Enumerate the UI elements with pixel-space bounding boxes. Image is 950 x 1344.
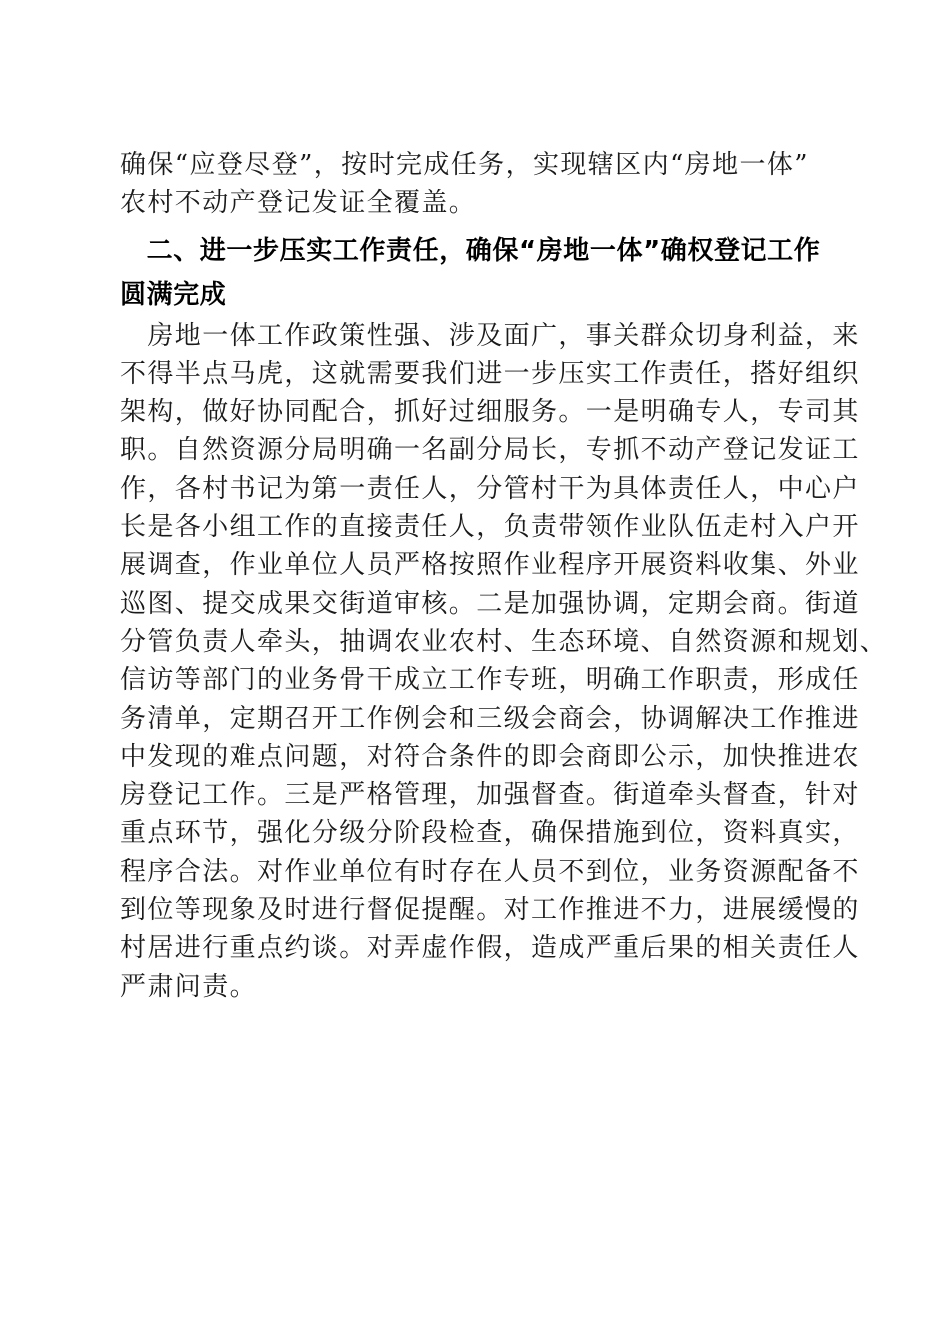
section-heading-line-1: 二、进一步压实工作责任，确保“房地一体”确权登记工作 — [120, 235, 821, 266]
intro-line-1: 确保“应登尽登”，按时完成任务，实现辖区内“房地一体” — [120, 150, 809, 180]
paragraph-line: 村居进行重点约谈。对弄虚作假，造成严重后果的相关责任人 — [120, 933, 860, 964]
section-heading-line-2: 圆满完成 — [120, 279, 227, 310]
paragraph-line: 不得半点马虎，这就需要我们进一步压实工作责任，搭好组织 — [120, 358, 860, 389]
paragraph-line: 架构，做好协同配合，抓好过细服务。一是明确专人，专司其 — [120, 397, 860, 428]
paragraph-line: 房登记工作。三是严格管理，加强督查。街道牵头督查，针对 — [120, 780, 860, 811]
paragraph-line: 严肃问责。 — [120, 971, 258, 1002]
paragraph-line: 作，各村书记为第一责任人，分管村干为具体责任人，中心户 — [120, 473, 860, 504]
paragraph-line: 中发现的难点问题，对符合条件的即会商即公示，加快推进农 — [120, 741, 860, 772]
paragraph-line: 房地一体工作政策性强、涉及面广，事关群众切身利益，来 — [120, 320, 860, 351]
paragraph-line: 展调查，作业单位人员严格按照作业程序开展资料收集、外业 — [120, 550, 860, 581]
paragraph-line: 重点环节，强化分级分阶段检查，确保措施到位，资料真实， — [120, 818, 860, 849]
paragraph-line: 长是各小组工作的直接责任人，负责带领作业队伍走村入户开 — [120, 512, 860, 543]
paragraph-line: 信访等部门的业务骨干成立工作专班，明确工作职责，形成任 — [120, 665, 860, 696]
paragraph-line: 务清单，定期召开工作例会和三级会商会，协调解决工作推进 — [120, 703, 860, 734]
paragraph-line: 到位等现象及时进行督促提醒。对工作推进不力，进展缓慢的 — [120, 895, 860, 926]
intro-line-2: 农村不动产登记发证全覆盖。 — [120, 188, 477, 219]
paragraph-line: 巡图、提交成果交街道审核。二是加强协调，定期会商。街道 — [120, 588, 860, 619]
paragraph-line: 职。自然资源分局明确一名副分局长，专抓不动产登记发证工 — [120, 435, 860, 466]
paragraph-line: 程序合法。对作业单位有时存在人员不到位，业务资源配备不 — [120, 856, 860, 887]
document-page — [120, 146, 888, 1006]
paragraph-line: 分管负责人牵头，抽调农业农村、生态环境、自然资源和规划、 — [120, 626, 888, 657]
